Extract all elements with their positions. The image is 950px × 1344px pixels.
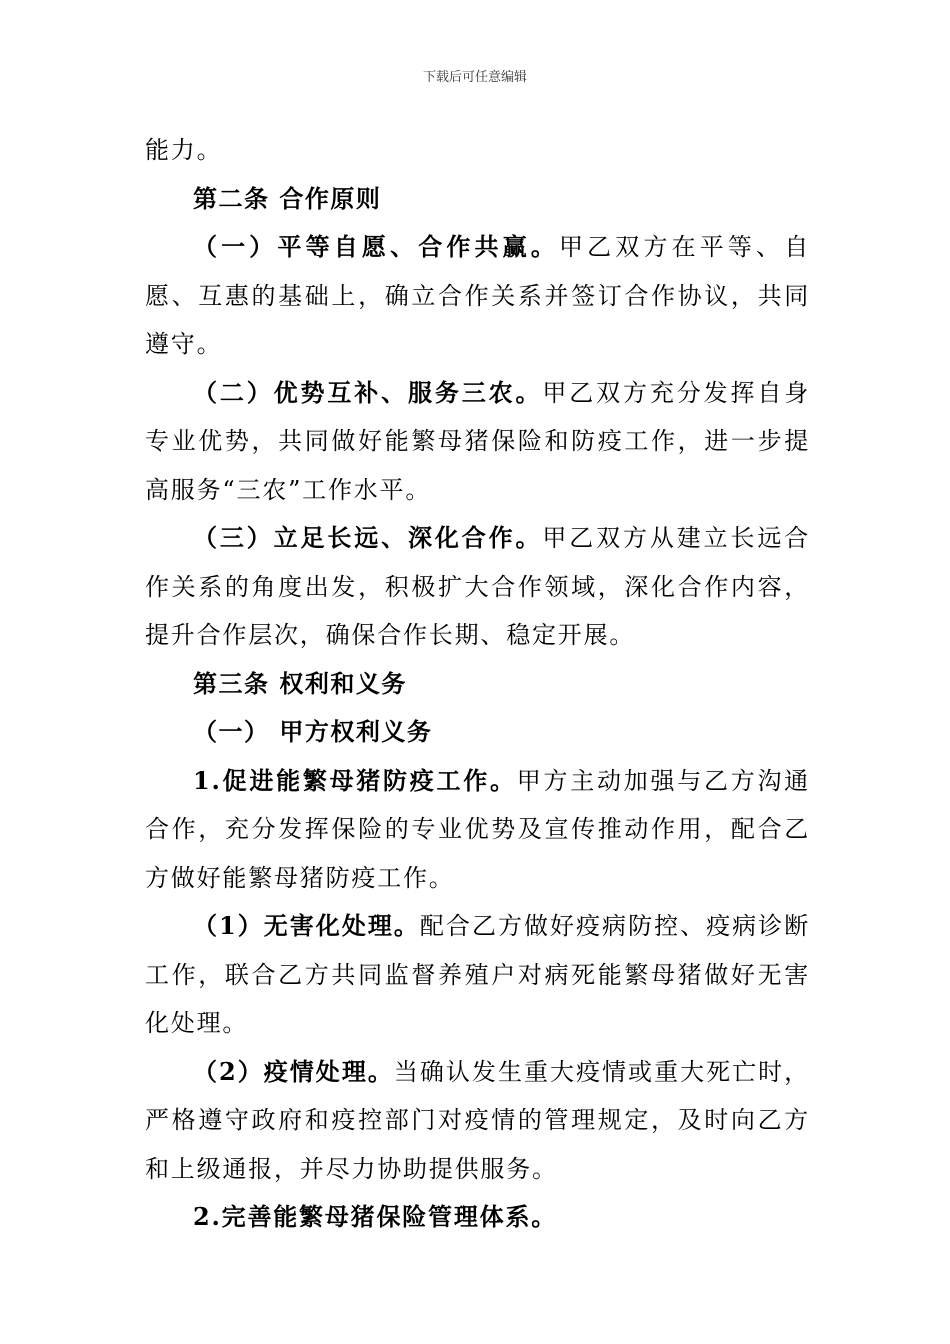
principle-3-text: 甲乙双方从建立长远合作关系的角度出发，积极扩大合作领域，深化合作内容，提升合作层次，确保合作长期、稳定开展。 <box>145 524 810 649</box>
section-heading-party-a: （一） 甲方权利义务 <box>193 717 433 746</box>
item-2-title: 2.完善能繁母猪保险管理体系。 <box>193 1202 558 1231</box>
article-heading-3: 第三条 权利和义务 <box>193 668 407 698</box>
paragraph-principle-2 <box>145 369 810 515</box>
paragraph-principle-3 <box>145 514 810 660</box>
principle-1-title: （一）平等自愿、合作共赢。 <box>193 232 559 261</box>
document-body <box>145 126 810 1242</box>
principle-1-text: 甲乙双方在平等、自愿、互惠的基础上，确立合作关系并签订合作协议，共同遵守。 <box>145 233 810 358</box>
paragraph-subitem-2 <box>145 1048 810 1194</box>
paragraph-continuation: 能力。 <box>145 136 223 164</box>
paragraph-item-2 <box>145 1193 810 1242</box>
paragraph-subitem-1 <box>145 902 810 1048</box>
item-1-text: 甲方主动加强与乙方沟通合作，充分发挥保险的专业优势及宣传推动作用，配合乙方做好能繁母猪防疫工作。 <box>145 766 810 892</box>
subitem-2-text: 当确认发生重大疫情或重大死亡时，严格遵守政府和疫控部门对疫情的管理规定，及时向乙方和上级通报，并尽力协助提供服务。 <box>145 1057 810 1183</box>
principle-2-text: 甲乙双方充分发挥自身专业优势，共同做好能繁母猪保险和防疫工作，进一步提高服务“三农”工作水平。 <box>145 378 810 504</box>
paragraph-item-1 <box>145 757 810 903</box>
paragraph-principle-1 <box>145 223 810 369</box>
item-1-title: 1.促进能繁母猪防疫工作。 <box>193 765 517 795</box>
subitem-1-title: （1）无害化处理。 <box>193 911 420 940</box>
page-header-note: 下载后可任意编辑 <box>422 70 527 85</box>
principle-2-title: （二）优势互补、服务三农。 <box>193 377 543 407</box>
article-heading-2: 第二条 合作原则 <box>193 183 382 213</box>
subitem-2-title: （2）疫情处理。 <box>193 1056 394 1086</box>
principle-3-title: （三）立足长远、深化合作。 <box>193 523 543 552</box>
subitem-1-text: 配合乙方做好疫病防控、疫病诊断工作，联合乙方共同监督养殖户对病死能繁母猪做好无害化处理。 <box>145 912 811 1037</box>
